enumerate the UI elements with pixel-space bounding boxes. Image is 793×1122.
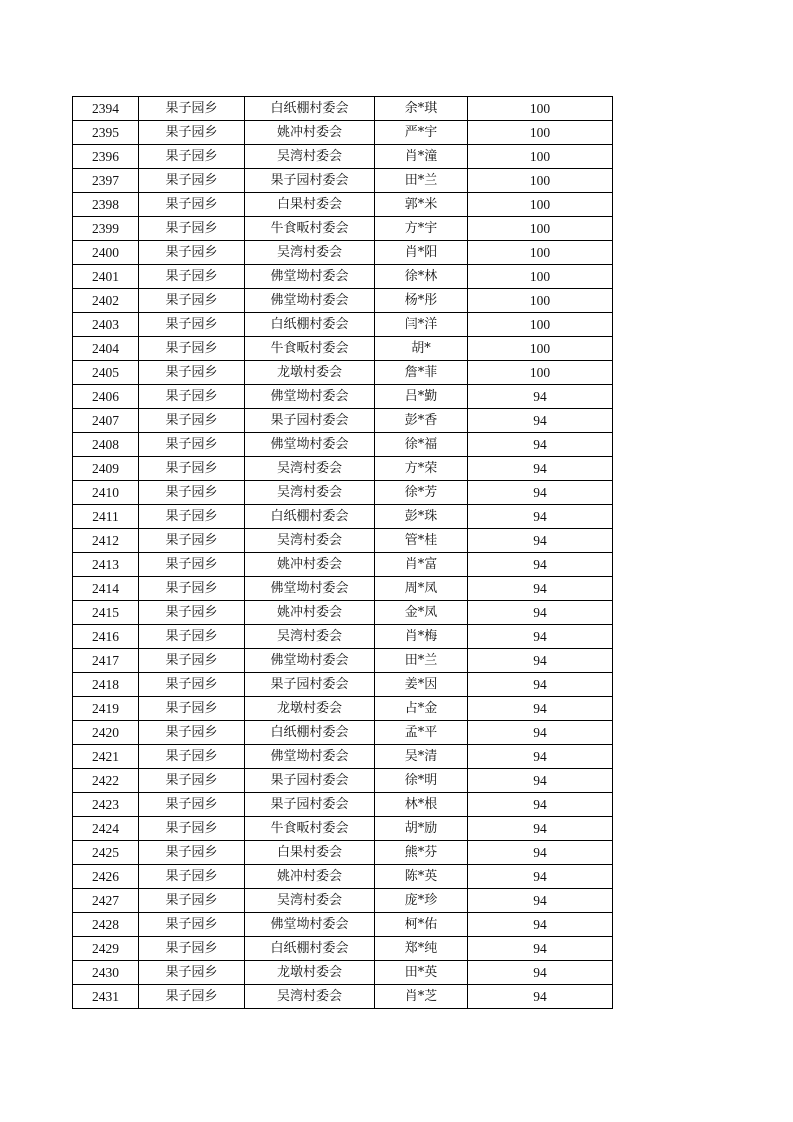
amount-cell: 94 bbox=[468, 985, 613, 1009]
amount-cell: 94 bbox=[468, 649, 613, 673]
table-row bbox=[73, 217, 613, 241]
name-cell: 熊*芬 bbox=[375, 841, 468, 865]
township-cell: 果子园乡 bbox=[139, 913, 245, 937]
table-row bbox=[73, 97, 613, 121]
name-cell: 肖*阳 bbox=[375, 241, 468, 265]
amount-cell: 94 bbox=[468, 577, 613, 601]
row-number-cell: 2414 bbox=[73, 577, 139, 601]
amount-cell: 94 bbox=[468, 673, 613, 697]
name-cell: 周*凤 bbox=[375, 577, 468, 601]
table-row bbox=[73, 961, 613, 985]
table-row bbox=[73, 265, 613, 289]
village-committee-cell: 白纸棚村委会 bbox=[245, 505, 375, 529]
township-cell: 果子园乡 bbox=[139, 889, 245, 913]
village-committee-cell: 吴湾村委会 bbox=[245, 529, 375, 553]
township-cell: 果子园乡 bbox=[139, 217, 245, 241]
row-number-cell: 2397 bbox=[73, 169, 139, 193]
name-cell: 徐*林 bbox=[375, 265, 468, 289]
row-number-cell: 2411 bbox=[73, 505, 139, 529]
township-cell: 果子园乡 bbox=[139, 481, 245, 505]
township-cell: 果子园乡 bbox=[139, 265, 245, 289]
village-committee-cell: 白纸棚村委会 bbox=[245, 937, 375, 961]
amount-cell: 94 bbox=[468, 625, 613, 649]
township-cell: 果子园乡 bbox=[139, 817, 245, 841]
row-number-cell: 2410 bbox=[73, 481, 139, 505]
name-cell: 余*琪 bbox=[375, 97, 468, 121]
village-committee-cell: 姚冲村委会 bbox=[245, 601, 375, 625]
name-cell: 占*金 bbox=[375, 697, 468, 721]
township-cell: 果子园乡 bbox=[139, 721, 245, 745]
name-cell: 闫*洋 bbox=[375, 313, 468, 337]
township-cell: 果子园乡 bbox=[139, 529, 245, 553]
row-number-cell: 2406 bbox=[73, 385, 139, 409]
name-cell: 吴*清 bbox=[375, 745, 468, 769]
township-cell: 果子园乡 bbox=[139, 289, 245, 313]
amount-cell: 94 bbox=[468, 553, 613, 577]
amount-cell: 94 bbox=[468, 937, 613, 961]
table-row bbox=[73, 601, 613, 625]
name-cell: 方*宇 bbox=[375, 217, 468, 241]
village-committee-cell: 龙墩村委会 bbox=[245, 361, 375, 385]
table-row bbox=[73, 169, 613, 193]
name-cell: 陈*英 bbox=[375, 865, 468, 889]
township-cell: 果子园乡 bbox=[139, 625, 245, 649]
row-number-cell: 2403 bbox=[73, 313, 139, 337]
township-cell: 果子园乡 bbox=[139, 553, 245, 577]
table-row bbox=[73, 697, 613, 721]
row-number-cell: 2418 bbox=[73, 673, 139, 697]
township-cell: 果子园乡 bbox=[139, 337, 245, 361]
table-row bbox=[73, 625, 613, 649]
village-committee-cell: 吴湾村委会 bbox=[245, 457, 375, 481]
name-cell: 肖*富 bbox=[375, 553, 468, 577]
table-row bbox=[73, 577, 613, 601]
village-committee-cell: 姚冲村委会 bbox=[245, 553, 375, 577]
name-cell: 胡* bbox=[375, 337, 468, 361]
row-number-cell: 2405 bbox=[73, 361, 139, 385]
village-committee-cell: 果子园村委会 bbox=[245, 793, 375, 817]
township-cell: 果子园乡 bbox=[139, 169, 245, 193]
amount-cell: 94 bbox=[468, 745, 613, 769]
name-cell: 田*英 bbox=[375, 961, 468, 985]
township-cell: 果子园乡 bbox=[139, 145, 245, 169]
row-number-cell: 2423 bbox=[73, 793, 139, 817]
village-committee-cell: 白果村委会 bbox=[245, 841, 375, 865]
name-cell: 严*宇 bbox=[375, 121, 468, 145]
amount-cell: 100 bbox=[468, 265, 613, 289]
village-committee-cell: 牛食畈村委会 bbox=[245, 217, 375, 241]
township-cell: 果子园乡 bbox=[139, 97, 245, 121]
row-number-cell: 2431 bbox=[73, 985, 139, 1009]
row-number-cell: 2402 bbox=[73, 289, 139, 313]
name-cell: 彭*珠 bbox=[375, 505, 468, 529]
township-cell: 果子园乡 bbox=[139, 985, 245, 1009]
township-cell: 果子园乡 bbox=[139, 457, 245, 481]
township-cell: 果子园乡 bbox=[139, 601, 245, 625]
village-committee-cell: 姚冲村委会 bbox=[245, 865, 375, 889]
amount-cell: 100 bbox=[468, 97, 613, 121]
village-committee-cell: 佛堂坳村委会 bbox=[245, 289, 375, 313]
amount-cell: 94 bbox=[468, 769, 613, 793]
table-row bbox=[73, 337, 613, 361]
village-committee-cell: 姚冲村委会 bbox=[245, 121, 375, 145]
table-row bbox=[73, 793, 613, 817]
village-committee-cell: 佛堂坳村委会 bbox=[245, 385, 375, 409]
amount-cell: 94 bbox=[468, 889, 613, 913]
table-row bbox=[73, 649, 613, 673]
village-committee-cell: 吴湾村委会 bbox=[245, 241, 375, 265]
table-row bbox=[73, 769, 613, 793]
amount-cell: 94 bbox=[468, 385, 613, 409]
row-number-cell: 2399 bbox=[73, 217, 139, 241]
row-number-cell: 2427 bbox=[73, 889, 139, 913]
name-cell: 孟*平 bbox=[375, 721, 468, 745]
amount-cell: 100 bbox=[468, 337, 613, 361]
row-number-cell: 2400 bbox=[73, 241, 139, 265]
amount-cell: 94 bbox=[468, 793, 613, 817]
table-row bbox=[73, 529, 613, 553]
township-cell: 果子园乡 bbox=[139, 649, 245, 673]
row-number-cell: 2413 bbox=[73, 553, 139, 577]
village-committee-cell: 牛食畈村委会 bbox=[245, 817, 375, 841]
name-cell: 庞*珍 bbox=[375, 889, 468, 913]
row-number-cell: 2425 bbox=[73, 841, 139, 865]
table-row bbox=[73, 721, 613, 745]
amount-cell: 100 bbox=[468, 289, 613, 313]
row-number-cell: 2408 bbox=[73, 433, 139, 457]
name-cell: 徐*芳 bbox=[375, 481, 468, 505]
table-row bbox=[73, 361, 613, 385]
township-cell: 果子园乡 bbox=[139, 433, 245, 457]
row-number-cell: 2426 bbox=[73, 865, 139, 889]
name-cell: 郑*纯 bbox=[375, 937, 468, 961]
village-committee-cell: 佛堂坳村委会 bbox=[245, 265, 375, 289]
amount-cell: 100 bbox=[468, 241, 613, 265]
name-cell: 管*桂 bbox=[375, 529, 468, 553]
amount-cell: 94 bbox=[468, 961, 613, 985]
row-number-cell: 2395 bbox=[73, 121, 139, 145]
township-cell: 果子园乡 bbox=[139, 937, 245, 961]
name-cell: 郭*米 bbox=[375, 193, 468, 217]
township-cell: 果子园乡 bbox=[139, 769, 245, 793]
amount-cell: 94 bbox=[468, 865, 613, 889]
village-committee-cell: 白果村委会 bbox=[245, 193, 375, 217]
table-row bbox=[73, 289, 613, 313]
name-cell: 吕*勤 bbox=[375, 385, 468, 409]
name-cell: 肖*芝 bbox=[375, 985, 468, 1009]
township-cell: 果子园乡 bbox=[139, 409, 245, 433]
amount-cell: 94 bbox=[468, 433, 613, 457]
village-committee-cell: 佛堂坳村委会 bbox=[245, 577, 375, 601]
amount-cell: 94 bbox=[468, 457, 613, 481]
row-number-cell: 2416 bbox=[73, 625, 139, 649]
township-cell: 果子园乡 bbox=[139, 961, 245, 985]
row-number-cell: 2398 bbox=[73, 193, 139, 217]
name-cell: 田*兰 bbox=[375, 169, 468, 193]
table-row bbox=[73, 505, 613, 529]
township-cell: 果子园乡 bbox=[139, 865, 245, 889]
row-number-cell: 2394 bbox=[73, 97, 139, 121]
name-cell: 詹*菲 bbox=[375, 361, 468, 385]
village-committee-cell: 佛堂坳村委会 bbox=[245, 913, 375, 937]
row-number-cell: 2412 bbox=[73, 529, 139, 553]
village-committee-cell: 白纸棚村委会 bbox=[245, 721, 375, 745]
name-cell: 姜*因 bbox=[375, 673, 468, 697]
village-committee-cell: 龙墩村委会 bbox=[245, 697, 375, 721]
village-committee-cell: 吴湾村委会 bbox=[245, 889, 375, 913]
name-cell: 柯*佑 bbox=[375, 913, 468, 937]
village-committee-cell: 吴湾村委会 bbox=[245, 481, 375, 505]
row-number-cell: 2417 bbox=[73, 649, 139, 673]
village-committee-cell: 牛食畈村委会 bbox=[245, 337, 375, 361]
village-committee-cell: 佛堂坳村委会 bbox=[245, 745, 375, 769]
village-committee-cell: 龙墩村委会 bbox=[245, 961, 375, 985]
table-row bbox=[73, 145, 613, 169]
amount-cell: 94 bbox=[468, 601, 613, 625]
name-cell: 田*兰 bbox=[375, 649, 468, 673]
village-committee-cell: 吴湾村委会 bbox=[245, 145, 375, 169]
amount-cell: 100 bbox=[468, 193, 613, 217]
row-number-cell: 2428 bbox=[73, 913, 139, 937]
table-row bbox=[73, 481, 613, 505]
table-row bbox=[73, 457, 613, 481]
amount-cell: 94 bbox=[468, 481, 613, 505]
table-row bbox=[73, 913, 613, 937]
row-number-cell: 2407 bbox=[73, 409, 139, 433]
township-cell: 果子园乡 bbox=[139, 193, 245, 217]
row-number-cell: 2415 bbox=[73, 601, 139, 625]
row-number-cell: 2396 bbox=[73, 145, 139, 169]
table-row bbox=[73, 385, 613, 409]
roster-table bbox=[72, 96, 613, 1009]
township-cell: 果子园乡 bbox=[139, 505, 245, 529]
table-row bbox=[73, 745, 613, 769]
table-row bbox=[73, 121, 613, 145]
amount-cell: 94 bbox=[468, 529, 613, 553]
name-cell: 肖*梅 bbox=[375, 625, 468, 649]
township-cell: 果子园乡 bbox=[139, 745, 245, 769]
row-number-cell: 2430 bbox=[73, 961, 139, 985]
table-row bbox=[73, 889, 613, 913]
table-row bbox=[73, 865, 613, 889]
name-cell: 杨*彤 bbox=[375, 289, 468, 313]
township-cell: 果子园乡 bbox=[139, 793, 245, 817]
village-committee-cell: 白纸棚村委会 bbox=[245, 313, 375, 337]
row-number-cell: 2429 bbox=[73, 937, 139, 961]
table-row bbox=[73, 841, 613, 865]
township-cell: 果子园乡 bbox=[139, 697, 245, 721]
name-cell: 方*荣 bbox=[375, 457, 468, 481]
row-number-cell: 2401 bbox=[73, 265, 139, 289]
amount-cell: 94 bbox=[468, 841, 613, 865]
name-cell: 彭*香 bbox=[375, 409, 468, 433]
village-committee-cell: 果子园村委会 bbox=[245, 769, 375, 793]
village-committee-cell: 吴湾村委会 bbox=[245, 625, 375, 649]
row-number-cell: 2422 bbox=[73, 769, 139, 793]
name-cell: 徐*福 bbox=[375, 433, 468, 457]
township-cell: 果子园乡 bbox=[139, 841, 245, 865]
village-committee-cell: 白纸棚村委会 bbox=[245, 97, 375, 121]
amount-cell: 94 bbox=[468, 697, 613, 721]
table-row bbox=[73, 313, 613, 337]
name-cell: 肖*潼 bbox=[375, 145, 468, 169]
village-committee-cell: 佛堂坳村委会 bbox=[245, 649, 375, 673]
amount-cell: 94 bbox=[468, 817, 613, 841]
amount-cell: 94 bbox=[468, 721, 613, 745]
township-cell: 果子园乡 bbox=[139, 241, 245, 265]
name-cell: 金*凤 bbox=[375, 601, 468, 625]
table-row bbox=[73, 241, 613, 265]
township-cell: 果子园乡 bbox=[139, 361, 245, 385]
table-row bbox=[73, 817, 613, 841]
amount-cell: 100 bbox=[468, 145, 613, 169]
amount-cell: 94 bbox=[468, 913, 613, 937]
table-row bbox=[73, 553, 613, 577]
village-committee-cell: 果子园村委会 bbox=[245, 409, 375, 433]
amount-cell: 100 bbox=[468, 361, 613, 385]
township-cell: 果子园乡 bbox=[139, 673, 245, 697]
name-cell: 胡*励 bbox=[375, 817, 468, 841]
township-cell: 果子园乡 bbox=[139, 385, 245, 409]
name-cell: 徐*明 bbox=[375, 769, 468, 793]
row-number-cell: 2409 bbox=[73, 457, 139, 481]
amount-cell: 100 bbox=[468, 169, 613, 193]
amount-cell: 100 bbox=[468, 217, 613, 241]
row-number-cell: 2404 bbox=[73, 337, 139, 361]
village-committee-cell: 佛堂坳村委会 bbox=[245, 433, 375, 457]
table-row bbox=[73, 937, 613, 961]
table-row bbox=[73, 409, 613, 433]
village-committee-cell: 果子园村委会 bbox=[245, 673, 375, 697]
village-committee-cell: 吴湾村委会 bbox=[245, 985, 375, 1009]
amount-cell: 100 bbox=[468, 121, 613, 145]
row-number-cell: 2424 bbox=[73, 817, 139, 841]
table-row bbox=[73, 985, 613, 1009]
table-row bbox=[73, 673, 613, 697]
amount-cell: 100 bbox=[468, 313, 613, 337]
amount-cell: 94 bbox=[468, 505, 613, 529]
name-cell: 林*根 bbox=[375, 793, 468, 817]
amount-cell: 94 bbox=[468, 409, 613, 433]
village-committee-cell: 果子园村委会 bbox=[245, 169, 375, 193]
table-row bbox=[73, 433, 613, 457]
township-cell: 果子园乡 bbox=[139, 313, 245, 337]
township-cell: 果子园乡 bbox=[139, 577, 245, 601]
roster-table-body bbox=[73, 97, 613, 1009]
row-number-cell: 2420 bbox=[73, 721, 139, 745]
row-number-cell: 2421 bbox=[73, 745, 139, 769]
township-cell: 果子园乡 bbox=[139, 121, 245, 145]
table-row bbox=[73, 193, 613, 217]
row-number-cell: 2419 bbox=[73, 697, 139, 721]
